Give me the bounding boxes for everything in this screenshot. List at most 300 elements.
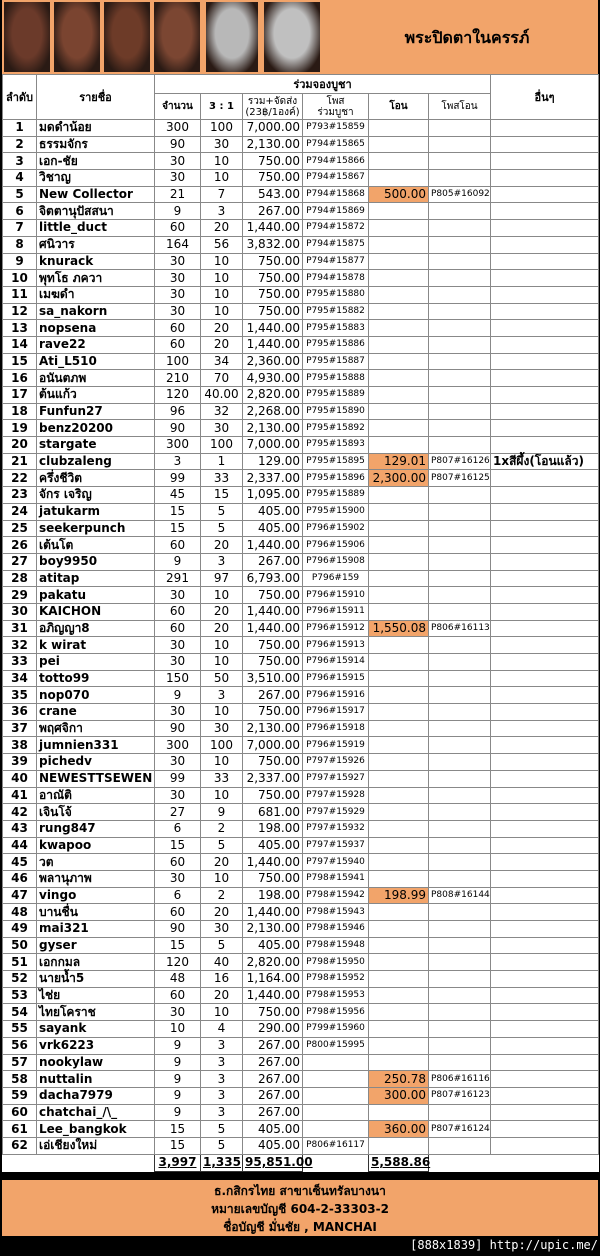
row-ratio: 3 <box>201 1037 243 1054</box>
row-total: 750.00 <box>243 170 303 187</box>
row-transfer <box>369 1137 429 1154</box>
row-ratio: 70 <box>201 370 243 387</box>
table-row <box>3 971 599 988</box>
row-no: 23 <box>3 487 37 504</box>
row-other <box>491 420 599 437</box>
row-qty: 300 <box>155 737 201 754</box>
row-ratio: 10 <box>201 754 243 771</box>
row-transfer <box>369 336 429 353</box>
row-qty: 291 <box>155 570 201 587</box>
row-total: 405.00 <box>243 837 303 854</box>
row-no: 4 <box>3 170 37 187</box>
row-name: ไทยโคราช <box>37 1004 155 1021</box>
row-other <box>491 1071 599 1088</box>
row-other <box>491 837 599 854</box>
col-header-post-note: ร่วมบูชา <box>317 106 354 118</box>
row-other <box>491 870 599 887</box>
table-row <box>3 937 599 954</box>
table-row <box>3 770 599 787</box>
row-total: 750.00 <box>243 286 303 303</box>
row-other <box>491 954 599 971</box>
row-ratio: 20 <box>201 336 243 353</box>
row-name: ธรรมจักร <box>37 136 155 153</box>
table-row <box>3 236 599 253</box>
row-ratio: 10 <box>201 654 243 671</box>
row-ratio: 20 <box>201 987 243 1004</box>
row-name: พลานุภาพ <box>37 870 155 887</box>
row-post: P799#15960 <box>303 1021 369 1038</box>
row-name: Lee_bangkok <box>37 1121 155 1138</box>
row-no: 25 <box>3 520 37 537</box>
row-total: 267.00 <box>243 1087 303 1104</box>
row-no: 42 <box>3 804 37 821</box>
row-no: 50 <box>3 937 37 954</box>
row-ratio: 10 <box>201 270 243 287</box>
row-no: 35 <box>3 687 37 704</box>
row-transfer <box>369 153 429 170</box>
row-total: 3,510.00 <box>243 670 303 687</box>
row-transfer <box>369 320 429 337</box>
row-transfer-post <box>429 570 491 587</box>
row-no: 19 <box>3 420 37 437</box>
row-transfer <box>369 787 429 804</box>
row-ratio: 56 <box>201 236 243 253</box>
row-transfer: 129.01 <box>369 453 429 470</box>
row-qty: 30 <box>155 303 201 320</box>
row-transfer-post <box>429 971 491 988</box>
row-total: 267.00 <box>243 203 303 220</box>
col-header-total-label: รวม+จัดส่ง <box>247 95 298 107</box>
row-qty: 9 <box>155 1104 201 1121</box>
row-transfer <box>369 804 429 821</box>
row-transfer-post <box>429 687 491 704</box>
row-name: stargate <box>37 437 155 454</box>
row-transfer: 250.78 <box>369 1071 429 1088</box>
row-no: 5 <box>3 186 37 203</box>
row-post: P800#15995 <box>303 1037 369 1054</box>
row-other <box>491 1037 599 1054</box>
row-post: P795#15892 <box>303 420 369 437</box>
row-total: 750.00 <box>243 587 303 604</box>
row-name: จักร เจริญ <box>37 487 155 504</box>
row-transfer <box>369 553 429 570</box>
row-qty: 60 <box>155 220 201 237</box>
row-name: pakatu <box>37 587 155 604</box>
table-row <box>3 704 599 721</box>
row-transfer: 1,550.08 <box>369 620 429 637</box>
row-total: 405.00 <box>243 520 303 537</box>
row-name: เมฆดำ <box>37 286 155 303</box>
row-transfer-post <box>429 487 491 504</box>
row-no: 15 <box>3 353 37 370</box>
row-ratio: 10 <box>201 637 243 654</box>
row-name: nop070 <box>37 687 155 704</box>
row-no: 46 <box>3 870 37 887</box>
row-qty: 60 <box>155 336 201 353</box>
bank-account-footer <box>2 1180 598 1236</box>
row-ratio: 5 <box>201 1121 243 1138</box>
row-no: 12 <box>3 303 37 320</box>
row-transfer-post <box>429 320 491 337</box>
amulet-photo <box>54 2 100 72</box>
col-header-total-note: (23฿/1องค์) <box>245 106 300 118</box>
row-other <box>491 120 599 137</box>
row-no: 43 <box>3 820 37 837</box>
row-post: P798#15953 <box>303 987 369 1004</box>
row-name: kwapoo <box>37 837 155 854</box>
row-transfer <box>369 136 429 153</box>
row-transfer <box>369 437 429 454</box>
row-other <box>491 153 599 170</box>
table-row <box>3 637 599 654</box>
row-total: 750.00 <box>243 704 303 721</box>
row-transfer-post <box>429 387 491 404</box>
row-no: 52 <box>3 971 37 988</box>
row-name: นายน้ำ5 <box>37 971 155 988</box>
row-other <box>491 353 599 370</box>
row-qty: 99 <box>155 470 201 487</box>
table-row <box>3 437 599 454</box>
table-row <box>3 303 599 320</box>
row-other <box>491 687 599 704</box>
row-name: ไช่ย <box>37 987 155 1004</box>
row-transfer <box>369 687 429 704</box>
row-qty: 30 <box>155 286 201 303</box>
row-other <box>491 1121 599 1138</box>
row-no: 10 <box>3 270 37 287</box>
row-transfer <box>369 637 429 654</box>
row-other <box>491 570 599 587</box>
row-total: 405.00 <box>243 1137 303 1154</box>
totals-blank <box>491 1154 599 1171</box>
table-row <box>3 954 599 971</box>
row-post: P797#15929 <box>303 804 369 821</box>
row-post: P794#15865 <box>303 136 369 153</box>
account-name: ชื่อบัญชี มั่นชัย , MANCHAI <box>223 1220 377 1234</box>
row-other <box>491 603 599 620</box>
row-transfer: 2,300.00 <box>369 470 429 487</box>
row-transfer <box>369 587 429 604</box>
row-name: dacha7979 <box>37 1087 155 1104</box>
row-total: 2,130.00 <box>243 921 303 938</box>
row-transfer-post <box>429 537 491 554</box>
row-transfer-post <box>429 754 491 771</box>
row-transfer-post: P806#16116 <box>429 1071 491 1088</box>
row-ratio: 7 <box>201 186 243 203</box>
row-no: 14 <box>3 336 37 353</box>
row-qty: 30 <box>155 270 201 287</box>
row-name: nuttalin <box>37 1071 155 1088</box>
row-post: P795#15889 <box>303 387 369 404</box>
row-post: P795#15890 <box>303 403 369 420</box>
row-transfer <box>369 487 429 504</box>
row-qty: 120 <box>155 954 201 971</box>
row-transfer <box>369 236 429 253</box>
row-other <box>491 654 599 671</box>
row-ratio: 3 <box>201 203 243 220</box>
row-transfer <box>369 387 429 404</box>
row-ratio: 10 <box>201 253 243 270</box>
row-transfer-post <box>429 603 491 620</box>
row-other <box>491 937 599 954</box>
table-row <box>3 170 599 187</box>
row-transfer-post <box>429 353 491 370</box>
header-banner <box>2 0 598 74</box>
row-ratio: 10 <box>201 303 243 320</box>
row-total: 750.00 <box>243 637 303 654</box>
row-qty: 120 <box>155 387 201 404</box>
row-name: เอ่เชียงใหม่ <box>37 1137 155 1154</box>
row-no: 1 <box>3 120 37 137</box>
row-ratio: 50 <box>201 670 243 687</box>
row-transfer <box>369 403 429 420</box>
row-name: จิตตานุปัสสนา <box>37 203 155 220</box>
row-total: 1,440.00 <box>243 854 303 871</box>
row-post: P797#15937 <box>303 837 369 854</box>
row-ratio: 3 <box>201 1104 243 1121</box>
row-name: บานชื่น <box>37 904 155 921</box>
row-transfer-post: P807#16123 <box>429 1087 491 1104</box>
row-total: 198.00 <box>243 820 303 837</box>
row-no: 45 <box>3 854 37 871</box>
table-row <box>3 253 599 270</box>
row-ratio: 20 <box>201 537 243 554</box>
booking-table <box>2 74 599 1172</box>
row-transfer: 300.00 <box>369 1087 429 1104</box>
row-ratio: 34 <box>201 353 243 370</box>
row-total: 267.00 <box>243 687 303 704</box>
row-no: 47 <box>3 887 37 904</box>
row-qty: 300 <box>155 437 201 454</box>
row-post <box>303 1087 369 1104</box>
row-qty: 90 <box>155 921 201 938</box>
bank-name: ธ.กสิกรไทย สาขาเซ็นทรัลบางนา <box>214 1184 386 1198</box>
total-amount: 95,851.00 <box>243 1154 303 1171</box>
row-name: crane <box>37 704 155 721</box>
row-transfer-post <box>429 954 491 971</box>
row-transfer-post <box>429 553 491 570</box>
row-other <box>491 387 599 404</box>
row-qty: 60 <box>155 620 201 637</box>
row-other <box>491 921 599 938</box>
row-total: 750.00 <box>243 1004 303 1021</box>
row-post: P796#15919 <box>303 737 369 754</box>
row-transfer <box>369 870 429 887</box>
row-no: 7 <box>3 220 37 237</box>
row-qty: 300 <box>155 120 201 137</box>
row-transfer-post <box>429 370 491 387</box>
row-name: ครึ่งชีวิต <box>37 470 155 487</box>
row-transfer-post <box>429 1037 491 1054</box>
row-post: P798#15950 <box>303 954 369 971</box>
row-other <box>491 220 599 237</box>
row-ratio: 2 <box>201 820 243 837</box>
row-ratio: 20 <box>201 904 243 921</box>
row-total: 543.00 <box>243 186 303 203</box>
row-ratio: 40 <box>201 954 243 971</box>
table-row <box>3 654 599 671</box>
row-other <box>491 253 599 270</box>
row-total: 750.00 <box>243 787 303 804</box>
row-qty: 48 <box>155 971 201 988</box>
row-other <box>491 437 599 454</box>
table-row <box>3 720 599 737</box>
row-other <box>491 637 599 654</box>
row-transfer-post <box>429 236 491 253</box>
row-transfer <box>369 654 429 671</box>
row-name: วิชาญ <box>37 170 155 187</box>
amulet-photo <box>154 2 200 72</box>
row-name: pei <box>37 654 155 671</box>
row-total: 1,440.00 <box>243 537 303 554</box>
row-other <box>491 186 599 203</box>
table-row <box>3 487 599 504</box>
row-transfer <box>369 503 429 520</box>
row-name: NEWESTTSEWEN <box>37 770 155 787</box>
col-header-group: ร่วมจองบูชา <box>155 75 491 94</box>
row-transfer-post <box>429 170 491 187</box>
row-transfer <box>369 170 429 187</box>
row-total: 1,440.00 <box>243 620 303 637</box>
row-total: 1,440.00 <box>243 603 303 620</box>
row-name: New Collector <box>37 186 155 203</box>
total-transfer: 5,588.86 <box>369 1154 429 1171</box>
row-other <box>491 737 599 754</box>
row-qty: 15 <box>155 520 201 537</box>
row-post: P795#15887 <box>303 353 369 370</box>
row-ratio: 5 <box>201 1137 243 1154</box>
row-total: 405.00 <box>243 937 303 954</box>
row-no: 31 <box>3 620 37 637</box>
table-row <box>3 754 599 771</box>
row-ratio: 40.00 <box>201 387 243 404</box>
row-other <box>491 804 599 821</box>
row-name: Funfun27 <box>37 403 155 420</box>
row-name: clubzaleng <box>37 453 155 470</box>
table-row <box>3 587 599 604</box>
row-name: vrk6223 <box>37 1037 155 1054</box>
row-other <box>491 670 599 687</box>
row-name: เอก-ชัย <box>37 153 155 170</box>
row-name: sa_nakorn <box>37 303 155 320</box>
row-name: sayank <box>37 1021 155 1038</box>
row-transfer <box>369 837 429 854</box>
row-transfer <box>369 770 429 787</box>
row-post: P798#15956 <box>303 1004 369 1021</box>
row-transfer <box>369 303 429 320</box>
table-row <box>3 537 599 554</box>
table-row <box>3 887 599 904</box>
row-total: 3,832.00 <box>243 236 303 253</box>
row-no: 39 <box>3 754 37 771</box>
row-transfer <box>369 720 429 737</box>
row-qty: 60 <box>155 854 201 871</box>
row-ratio: 5 <box>201 503 243 520</box>
row-qty: 60 <box>155 537 201 554</box>
row-post: P797#15928 <box>303 787 369 804</box>
row-other <box>491 754 599 771</box>
row-post: P795#15895 <box>303 453 369 470</box>
row-ratio: 10 <box>201 153 243 170</box>
row-transfer-post <box>429 403 491 420</box>
row-qty: 9 <box>155 1087 201 1104</box>
row-total: 750.00 <box>243 303 303 320</box>
row-transfer-post <box>429 870 491 887</box>
row-transfer-post <box>429 704 491 721</box>
table-row <box>3 370 599 387</box>
row-post: P795#15896 <box>303 470 369 487</box>
row-transfer-post <box>429 153 491 170</box>
row-total: 2,820.00 <box>243 387 303 404</box>
row-other <box>491 971 599 988</box>
col-header-post-label: โพส <box>326 95 345 107</box>
row-no: 40 <box>3 770 37 787</box>
row-qty: 30 <box>155 587 201 604</box>
row-no: 6 <box>3 203 37 220</box>
row-post: P796#15912 <box>303 620 369 637</box>
row-qty: 45 <box>155 487 201 504</box>
row-no: 60 <box>3 1104 37 1121</box>
account-number: หมายเลขบัญชี 604-2-33303-2 <box>211 1202 389 1216</box>
row-post: P793#15859 <box>303 120 369 137</box>
row-qty: 15 <box>155 1137 201 1154</box>
row-transfer-post <box>429 270 491 287</box>
row-name: gyser <box>37 937 155 954</box>
table-row <box>3 737 599 754</box>
row-other <box>491 286 599 303</box>
table-row <box>3 854 599 871</box>
row-post: P795#15888 <box>303 370 369 387</box>
row-transfer <box>369 603 429 620</box>
row-name: seekerpunch <box>37 520 155 537</box>
row-ratio: 5 <box>201 937 243 954</box>
page-title: พระปิดตาในครรภ์ <box>404 28 530 47</box>
table-row <box>3 1054 599 1071</box>
row-no: 34 <box>3 670 37 687</box>
row-no: 22 <box>3 470 37 487</box>
row-transfer-post <box>429 854 491 871</box>
row-total: 6,793.00 <box>243 570 303 587</box>
row-total: 1,440.00 <box>243 987 303 1004</box>
row-total: 405.00 <box>243 503 303 520</box>
watermark: [888x1839] http://upic.me/ <box>410 1238 598 1252</box>
row-transfer-post <box>429 1137 491 1154</box>
row-post <box>303 1121 369 1138</box>
row-transfer <box>369 1037 429 1054</box>
row-other <box>491 770 599 787</box>
row-ratio: 10 <box>201 787 243 804</box>
row-name: mai321 <box>37 921 155 938</box>
row-qty: 60 <box>155 320 201 337</box>
row-ratio: 9 <box>201 804 243 821</box>
row-total: 1,095.00 <box>243 487 303 504</box>
row-qty: 30 <box>155 787 201 804</box>
row-transfer <box>369 820 429 837</box>
row-name: benz20200 <box>37 420 155 437</box>
row-name: jatukarm <box>37 503 155 520</box>
row-qty: 150 <box>155 670 201 687</box>
row-total: 267.00 <box>243 1071 303 1088</box>
row-no: 54 <box>3 1004 37 1021</box>
row-qty: 90 <box>155 136 201 153</box>
row-transfer-post <box>429 987 491 1004</box>
row-ratio: 3 <box>201 553 243 570</box>
row-transfer <box>369 537 429 554</box>
row-ratio: 3 <box>201 1071 243 1088</box>
row-name: k wirat <box>37 637 155 654</box>
row-post: P794#15867 <box>303 170 369 187</box>
row-name: อภิญญา8 <box>37 620 155 637</box>
